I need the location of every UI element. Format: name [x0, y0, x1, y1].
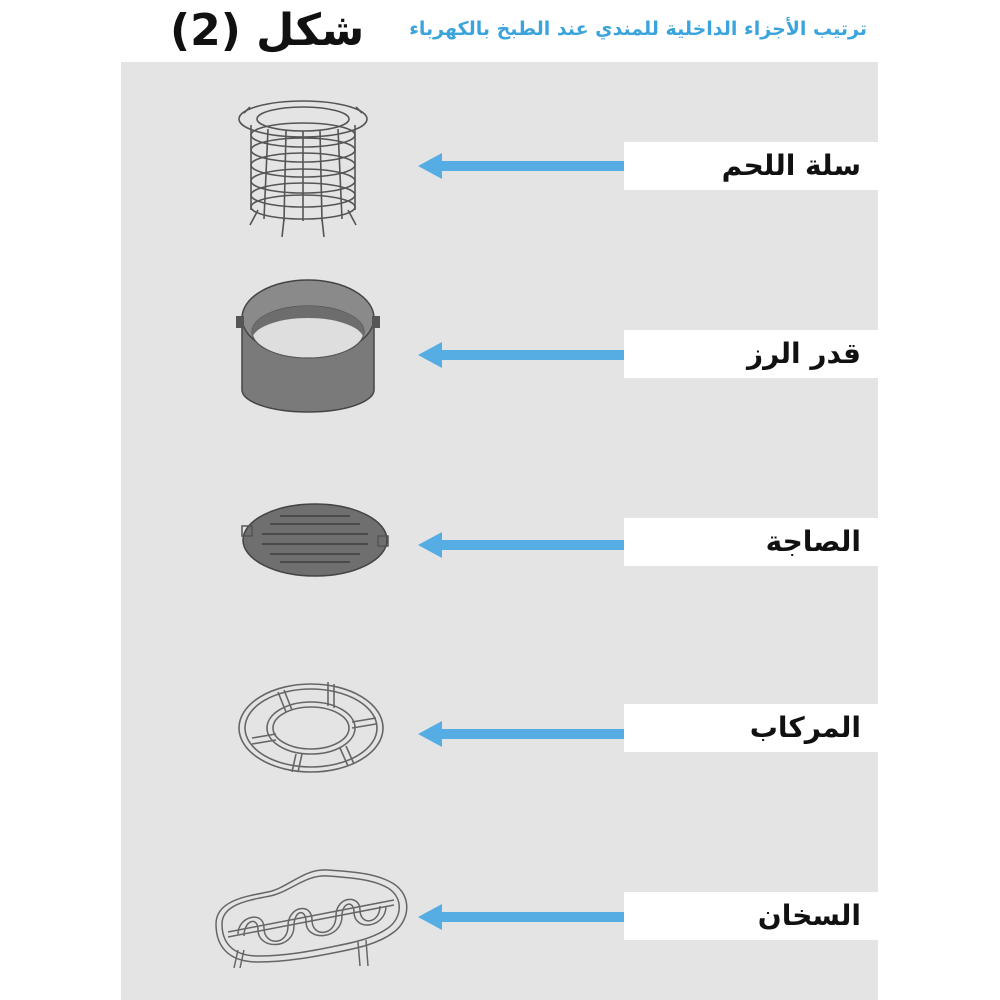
part-label-text: المركاب: [749, 711, 861, 744]
meat-basket-icon: [232, 95, 374, 240]
rice-pot-icon: [234, 270, 382, 430]
part-label-meat-basket: [624, 142, 879, 190]
ring-stand-icon: [236, 678, 386, 778]
arrow-icon: [418, 902, 624, 932]
tray-plate-icon: [240, 500, 390, 580]
arrow-icon: [418, 340, 624, 370]
part-label-text: قدر الرز: [746, 337, 861, 370]
arrow-icon: [418, 719, 624, 749]
part-label-tray: [624, 518, 879, 566]
arrow-icon: [418, 530, 624, 560]
figure-subtitle: ترتيب الأجزاء الداخلية للمندي عند الطبخ بالكهرباء: [409, 18, 867, 40]
arrow-icon: [418, 151, 624, 181]
part-label-ring-stand: [624, 704, 879, 752]
part-label-text: سلة اللحم: [721, 149, 861, 182]
header: [0, 0, 1000, 62]
part-label-heater: [624, 892, 879, 940]
heating-element-icon: [208, 862, 414, 970]
part-label-rice-pot: [624, 330, 879, 378]
part-label-text: الصاجة: [765, 525, 861, 558]
figure-title: شكل (2): [170, 5, 365, 56]
part-label-text: السخان: [757, 899, 861, 932]
